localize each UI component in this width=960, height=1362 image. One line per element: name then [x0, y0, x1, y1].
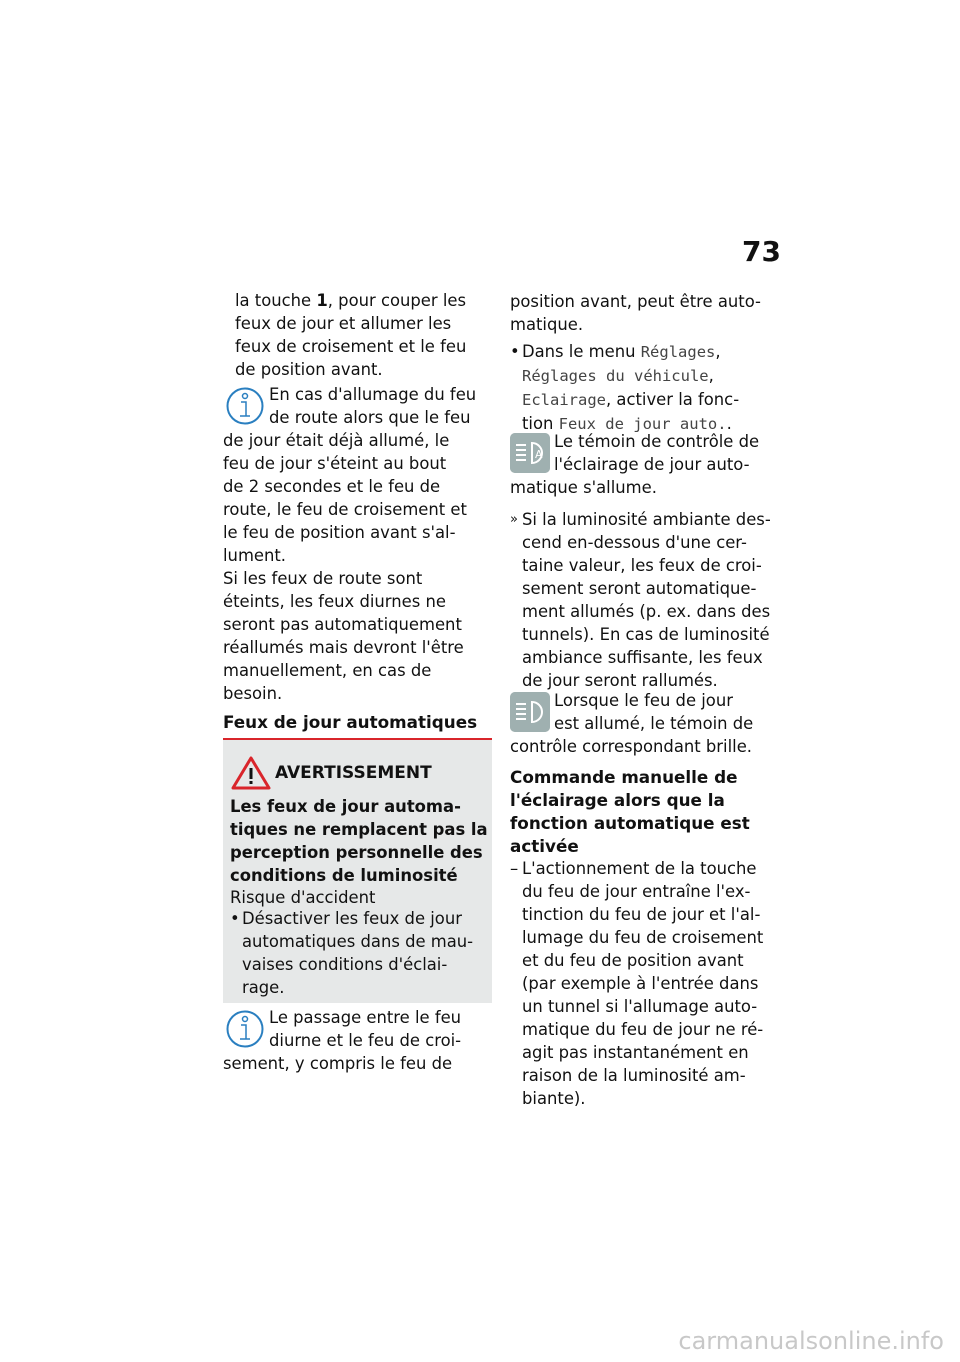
section-heading: Feux de jour automatiques [223, 712, 478, 732]
bullet-mark: • [230, 909, 240, 928]
menu-instruction-text [522, 340, 739, 436]
manual-control-heading: Commande manuelle de l'éclairage alors que la fonction automatique est activée [510, 767, 750, 856]
dash-item [510, 857, 782, 1110]
menu-path-settings: Réglages [640, 343, 716, 361]
info-note-2 [223, 1006, 495, 1075]
text: , activer la fonc- [606, 390, 740, 409]
warning-bold-text: Les feux de jour automa- tiques ne remplacent pas la perception personnelle des conditions de luminosité [230, 797, 488, 885]
text: . [726, 414, 732, 433]
indicator-note-1 [510, 430, 780, 499]
text: Dans le menu [522, 342, 641, 361]
dash-item-text: L'actionnement de la touche du feu de jour entraîne l'ex- tinction du feu de jour et l'al- lumage du feu de croisement et du feu de position avant (par exemple à l'entrée dans un tunnel si l'allumage auto- matique du feu de jour ne ré- agit pas instantanément en raison de la luminosité am- biante). [522, 859, 764, 1108]
auto-daylight-indicator-icon [510, 433, 550, 473]
text: , [715, 342, 721, 361]
warning-bullet-text: Désactiver les feux de jour automatiques dans de mau- vaises conditions d'éclai- rage. [242, 909, 474, 997]
warning-bullet [230, 907, 492, 999]
left-paragraph-1 [235, 289, 495, 381]
info-note-text: En cas d'allumage du feu de route alors que le feu de jour était déjà allumé, le feu de jour s'éteint au bout de 2 secondes et le feu de route, le feu de croisement et le feu de position avant s'al- lument. Si les feux de route sont éteints, les feux diurnes ne seront pas automatiquement réallumés mais devront l'être manuellement, en cas de besoin. [223, 385, 477, 703]
key-label: 1 [316, 291, 328, 310]
menu-path-auto-drl: Feux de jour auto. [558, 415, 727, 433]
info-note-text: Le passage entre le feu diurne et le feu de croi- sement, y compris le feu de [223, 1008, 462, 1073]
result-text: Si la luminosité ambiante des- cend en-dessous d'une cer- taine valeur, les feux de croi- sement seront automatique- ment allumés (p. ex. dans des tunnels). En cas de luminosité ambiance suffisante, les feux de jour seront rallumés. [522, 510, 771, 690]
menu-path-vehicle-settings: Réglages du véhicule [522, 367, 709, 385]
warning-triangle-icon [231, 756, 271, 790]
result-paragraph [510, 508, 782, 692]
indicator-note-text: Lorsque le feu de jour est allumé, le témoin de contrôle correspondant brille. [510, 691, 754, 756]
page-number: 73 [742, 235, 781, 268]
result-mark: » [510, 512, 518, 527]
warning-title: AVERTISSEMENT [275, 762, 432, 783]
daylight-indicator-icon [510, 692, 550, 732]
indicator-note-2 [510, 689, 780, 758]
right-paragraph-1: position avant, peut être auto- matique. [510, 292, 761, 334]
bullet-mark: • [510, 342, 520, 361]
text: la touche [235, 291, 317, 310]
info-icon [225, 1006, 265, 1050]
warning-box [223, 738, 492, 1003]
info-note-1 [223, 383, 495, 705]
warning-risk: Risque d'accident [230, 888, 376, 907]
svg-text:A: A [535, 448, 543, 461]
text: tion [522, 414, 559, 433]
text: , [708, 366, 714, 385]
indicator-note-text: Le témoin de contrôle de l'éclairage de jour auto- matique s'allume. [510, 432, 760, 497]
menu-instruction [510, 340, 780, 436]
menu-path-lighting: Eclairage [522, 391, 606, 409]
text: , pour couper les feux de jour et allumer les feux de croisement et le feu de position avant. [235, 291, 467, 379]
dash-mark: – [510, 859, 519, 878]
footer-watermark: carmanualsonline.info [678, 1327, 944, 1355]
info-icon [225, 383, 265, 427]
